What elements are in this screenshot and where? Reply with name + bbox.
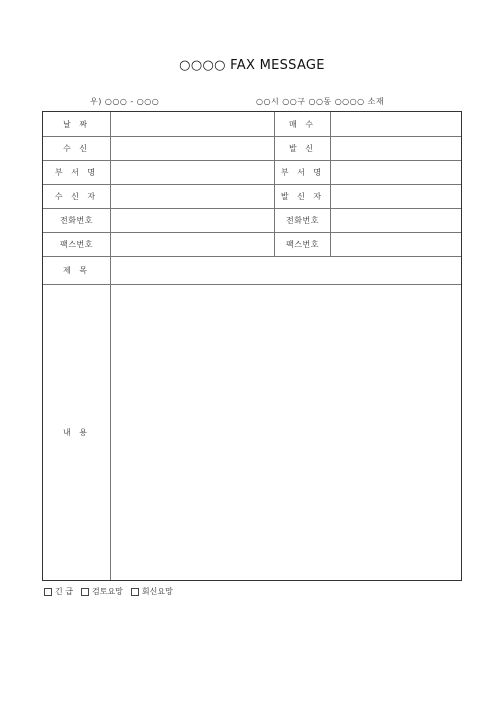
content-label: 내 용 bbox=[43, 284, 111, 580]
form-row-phone bbox=[43, 208, 461, 233]
form-row-content bbox=[43, 284, 461, 580]
date-label: 날 짜 bbox=[43, 112, 111, 136]
subject-label: 제 목 bbox=[43, 256, 111, 284]
sender-fax-label: 팩스번호 bbox=[275, 232, 331, 256]
form-row-department bbox=[43, 160, 461, 185]
postal-code: 우) ○○○ - ○○○ bbox=[90, 97, 160, 106]
form-row-recipient bbox=[43, 136, 461, 161]
recipient-person-label: 수 신 자 bbox=[43, 184, 111, 208]
recipient-person-field[interactable] bbox=[111, 184, 275, 208]
address-location: ○○시 ○○구 ○○동 ○○○○ 소재 bbox=[256, 97, 385, 106]
pages-field[interactable] bbox=[331, 112, 461, 136]
sender-person-field[interactable] bbox=[331, 184, 461, 208]
sender-field[interactable] bbox=[331, 136, 461, 160]
pages-label: 매 수 bbox=[275, 112, 331, 136]
recipient-dept-label: 부 서 명 bbox=[43, 160, 111, 184]
urgent-label: 긴 급 bbox=[55, 587, 73, 596]
page-title: ○○○○ FAX MESSAGE bbox=[179, 58, 325, 73]
recipient-fax-field[interactable] bbox=[111, 232, 275, 256]
recipient-dept-field[interactable] bbox=[111, 160, 275, 184]
recipient-phone-field[interactable] bbox=[111, 208, 275, 232]
subject-field[interactable] bbox=[111, 256, 461, 284]
form-row-fax bbox=[43, 232, 461, 257]
checkbox-group bbox=[44, 586, 173, 597]
recipient-label: 수 신 bbox=[43, 136, 111, 160]
sender-phone-label: 전화번호 bbox=[275, 208, 331, 232]
recipient-phone-label: 전화번호 bbox=[43, 208, 111, 232]
sender-fax-field[interactable] bbox=[331, 232, 461, 256]
form-row-subject bbox=[43, 256, 461, 285]
date-field[interactable] bbox=[111, 112, 275, 136]
content-field[interactable] bbox=[111, 284, 461, 580]
reply-checkbox[interactable] bbox=[131, 586, 173, 597]
sender-person-label: 발 신 자 bbox=[275, 184, 331, 208]
checkbox-square-icon[interactable] bbox=[131, 588, 139, 596]
review-label: 검토요망 bbox=[92, 587, 123, 596]
form-row-person bbox=[43, 184, 461, 209]
recipient-field[interactable] bbox=[111, 136, 275, 160]
review-checkbox[interactable] bbox=[81, 586, 123, 597]
sender-label: 발 신 bbox=[275, 136, 331, 160]
form-row-date bbox=[43, 112, 461, 137]
sender-dept-label: 부 서 명 bbox=[275, 160, 331, 184]
recipient-fax-label: 팩스번호 bbox=[43, 232, 111, 256]
urgent-checkbox[interactable] bbox=[44, 586, 73, 597]
reply-label: 회신요망 bbox=[141, 587, 173, 596]
checkbox-square-icon[interactable] bbox=[44, 588, 52, 596]
sender-phone-field[interactable] bbox=[331, 208, 461, 232]
sender-dept-field[interactable] bbox=[331, 160, 461, 184]
checkbox-square-icon[interactable] bbox=[81, 588, 89, 596]
fax-form bbox=[42, 111, 462, 581]
